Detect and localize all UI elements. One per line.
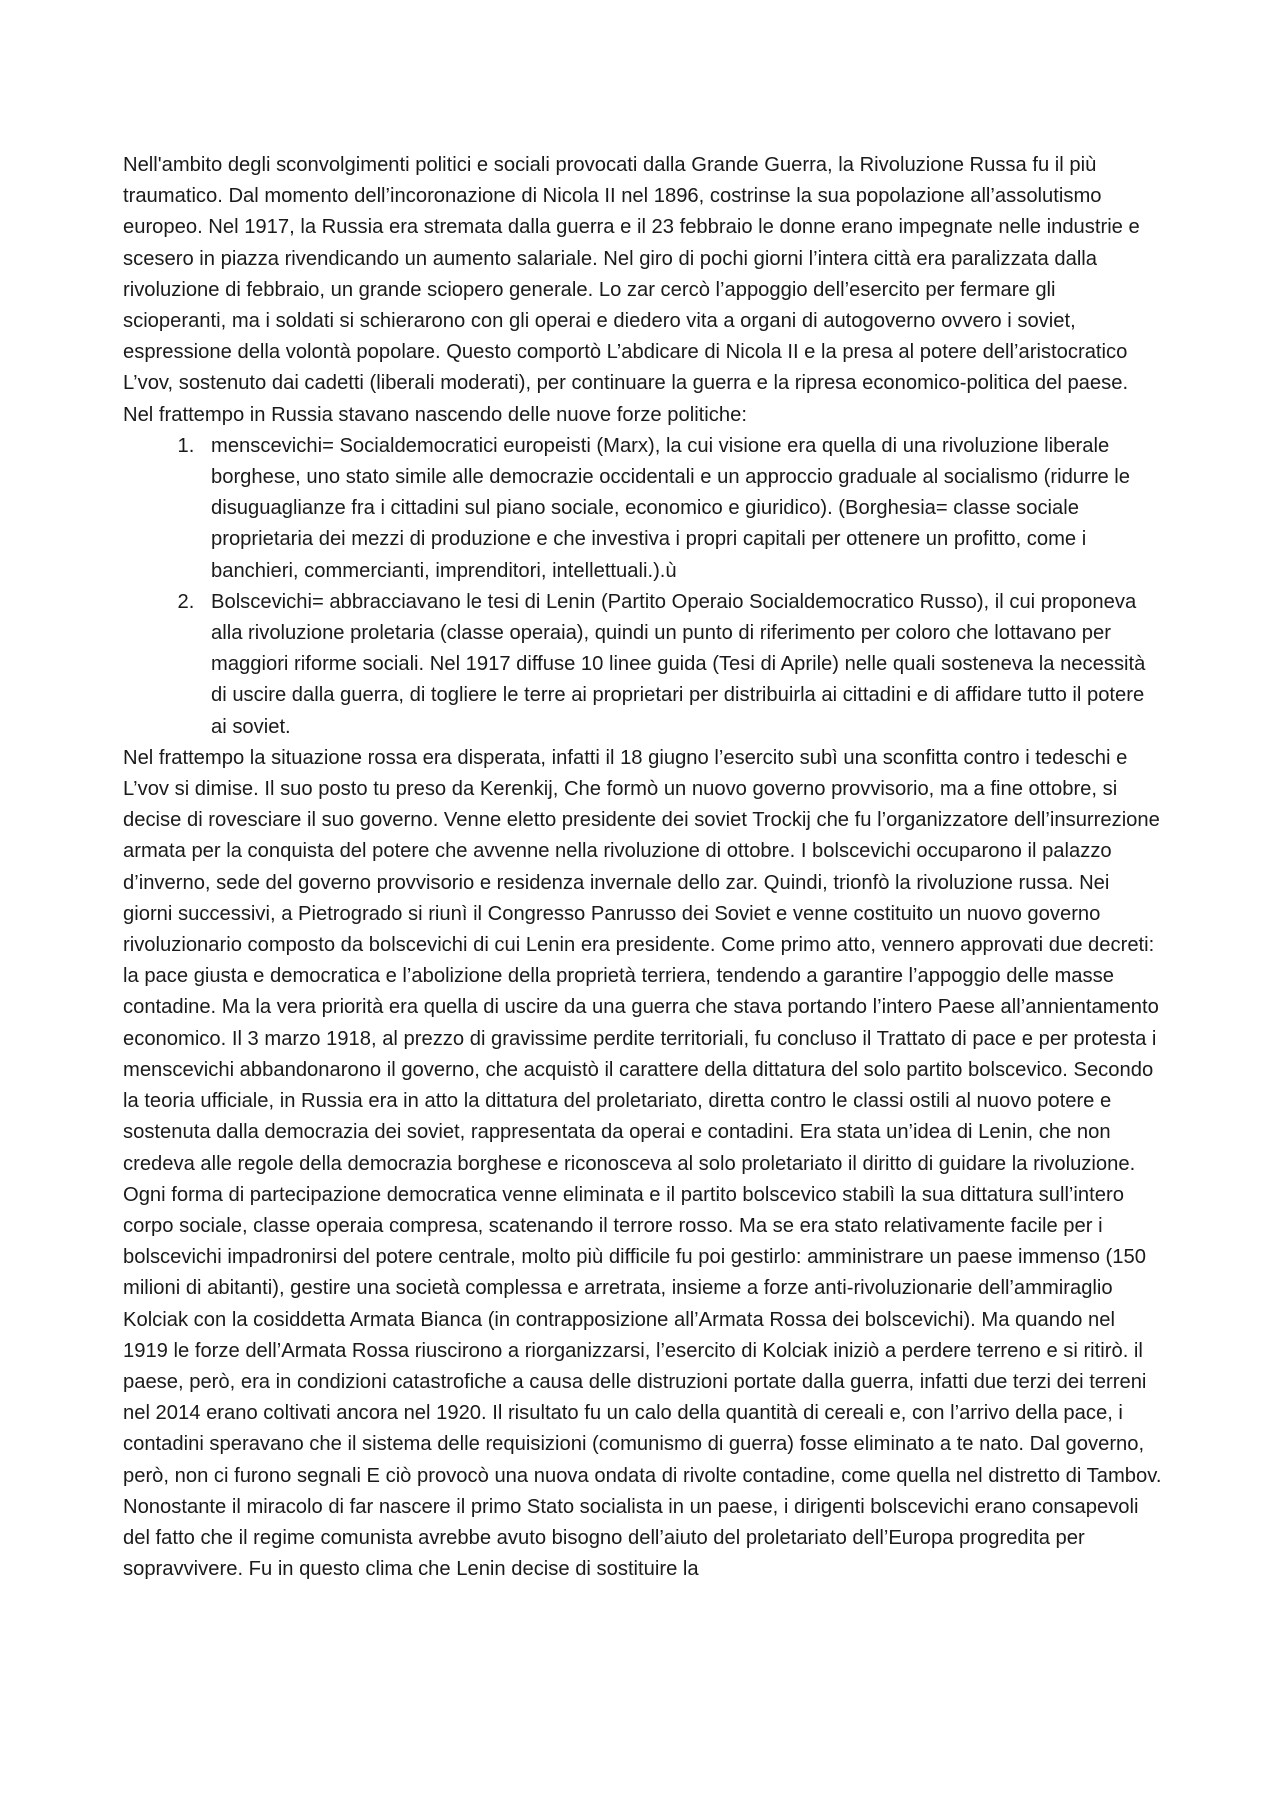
list-item-menscevichi: 1. menscevichi= Socialdemocratici europeisti (Marx), la cui visione era quella di una rivoluzione liberale borghese, uno stato simile alle democrazie occidentali e un approccio graduale al socialismo (ridurre le disuguaglianze fra i cittadini sul piano sociale, economico e giuridico). (Borghesia= classe sociale proprietaria dei mezzi di produzione e che investiva i propri capitali per ottenere un profitto, come i banchieri, commercianti, imprenditori, intellettuali.).ù [200, 431, 1163, 587]
political-forces-list [123, 431, 1163, 743]
document-body [123, 150, 1163, 1585]
intro-paragraph: Nell'ambito degli sconvolgimenti politici e sociali provocati dalla Grande Guerra, la Rivoluzione Russa fu il più traumatico. Dal momento dell’incoronazione di Nicola II nel 1896, costrinse la sua popolazione all’assolutismo europeo. Nel 1917, la Russia era stremata dalla guerra e il 23 febbraio le donne erano impegnate nelle industrie e scesero in piazza rivendicando un aumento salariale. Nel giro di pochi giorni l’intera città era paralizzata dalla rivoluzione di febbraio, un grande sciopero generale. Lo zar cercò l’appoggio dell’esercito per fermare gli scioperanti, ma i soldati si schierarono con gli operai e diedero vita a organi di autogoverno ovvero i soviet, espressione della volontà popolare. Questo comportò L’abdicare di Nicola II e la presa al potere dell’aristocratico L’vov, sostenuto dai cadetti (liberali moderati), per continuare la guerra e la ripresa economico-politica del paese. Nel frattempo in Russia stavano nascendo delle nuove forze politiche: [123, 154, 1140, 426]
body-paragraph: Nel frattempo la situazione rossa era disperata, infatti il 18 giugno l’esercito subì una sconfitta contro i tedeschi e L’vov si dimise. Il suo posto tu preso da Kerenkij, Che formò un nuovo governo provvisorio, ma a fine ottobre, si decise di rovesciare il suo governo. Venne eletto presidente dei soviet Trockij che fu l’organizzatore dell’insurrezione armata per la conquista del potere che avvenne nella rivoluzione di ottobre. I bolscevichi occuparono il palazzo d’inverno, sede del governo provvisorio e residenza invernale dello zar. Quindi, trionfò la rivoluzione russa. Nei giorni successivi, a Pietrogrado si riunì il Congresso Panrusso dei Soviet e venne costituito un nuovo governo rivoluzionario composto da bolscevichi di cui Lenin era presidente. Come primo atto, vennero approvati due decreti: la pace giusta e democratica e l’abolizione della proprietà terriera, tendendo a garantire l’appoggio delle masse contadine. Ma la vera priorità era quella di uscire da una guerra che stava portando l’intero Paese all’annientamento economico. Il 3 marzo 1918, al prezzo di gravissime perdite territoriali, fu concluso il Trattato di pace e per protesta i menscevichi abbandonarono il governo, che acquistò il carattere della dittatura del solo partito bolscevico. Secondo la teoria ufficiale, in Russia era in atto la dittatura del proletariato, diretta contro le classi ostili al nuovo potere e sostenuta dalla democrazia dei soviet, rappresentata da operai e contadini. Era stata un’idea di Lenin, che non credeva alle regole della democrazia borghese e riconosceva al solo proletariato il diritto di guidare la rivoluzione. Ogni forma di partecipazione democratica venne eliminata e il partito bolscevico stabilì la sua dittatura sull’intero corpo sociale, classe operaia compresa, scatenando il terrore rosso. Ma se era stato relativamente facile per i bolscevichi impadronirsi del potere centrale, molto più difficile fu poi gestirlo: amministrare un paese immenso (150 milioni di abitanti), gestire una società complessa e arretrata, insieme a forze anti-rivoluzionarie dell’ammiraglio Kolciak con la cosiddetta Armata Bianca (in contrapposizione all’Armata Rossa dei bolscevichi). Ma quando nel 1919 le forze dell’Armata Rossa riuscirono a riorganizzarsi, l’esercito di Kolciak iniziò a perdere terreno e si ritirò. il paese, però, era in condizioni catastrofiche a causa delle distruzioni portate dalla guerra, infatti due terzi dei terreni nel 2014 erano coltivati ancora nel 1920. Il risultato fu un calo della quantità di cereali e, con l’arrivo della pace, i contadini speravano che il sistema delle requisizioni (comunismo di guerra) fosse eliminato a te nato. Dal governo, però, non ci furono segnali E ciò provocò una nuova ondata di rivolte contadine, come quella nel distretto di Tambov. Nonostante il miracolo di far nascere il primo Stato socialista in un paese, i dirigenti bolscevichi erano consapevoli del fatto che il regime comunista avrebbe avuto bisogno dell’aiuto del proletariato dell’Europa progredita per sopravvivere. Fu in questo clima che Lenin decise di sostituire la [123, 746, 1162, 1581]
list-item-bolscevichi: 2. Bolscevichi= abbracciavano le tesi di Lenin (Partito Operaio Socialdemocratico Russo), il cui proponeva alla rivoluzione proletaria (classe operaia), quindi un punto di riferimento per coloro che lottavano per maggiori riforme sociali. Nel 1917 diffuse 10 linee guida (Tesi di Aprile) nelle quali sosteneva la necessità di uscire dalla guerra, di togliere le terre ai proprietari per distribuirla ai cittadini e di affidare tutto il potere ai soviet. [200, 587, 1163, 743]
